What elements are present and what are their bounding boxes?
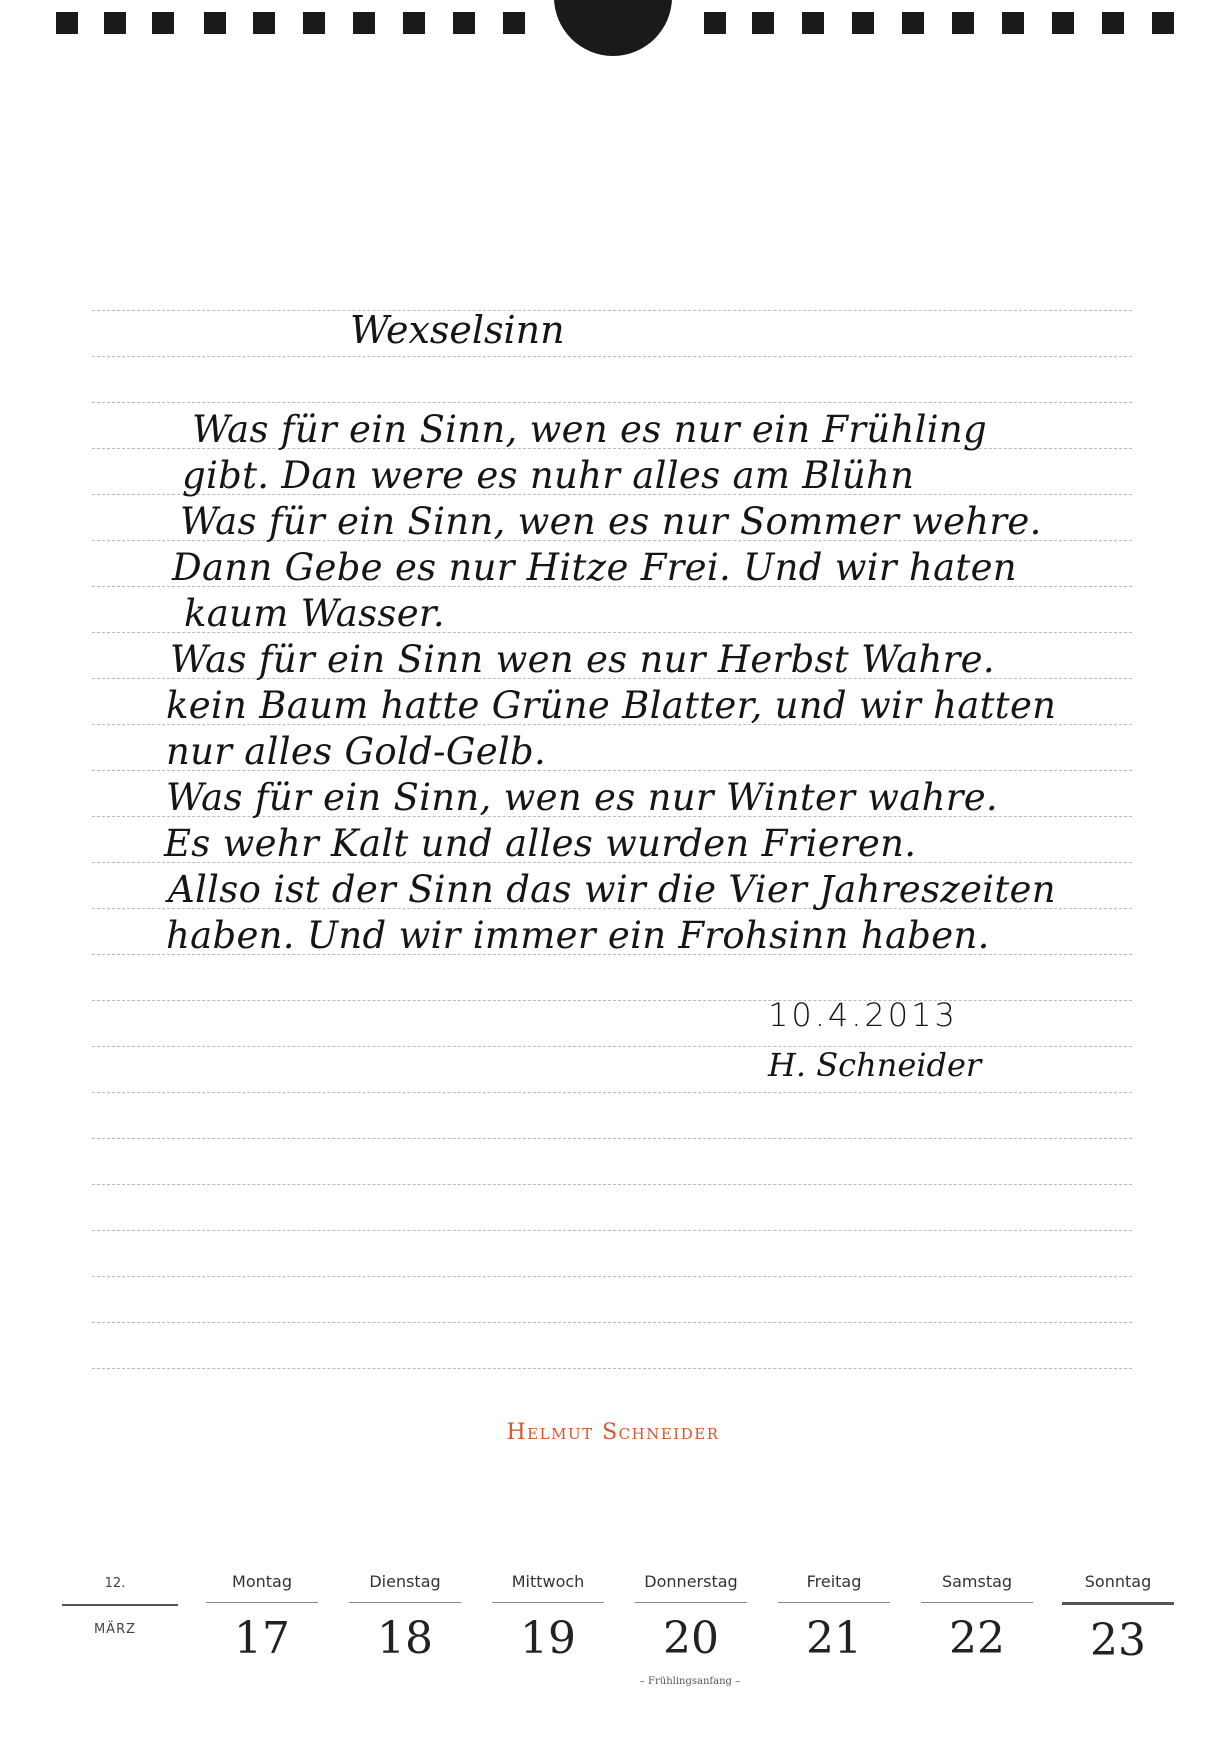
day-number: 17 [234, 1613, 290, 1664]
day-rule [206, 1602, 318, 1603]
day-number: 23 [1090, 1615, 1146, 1666]
day-thursday [635, 1572, 747, 1664]
poem-line: kein Baum hatte Grüne Blatter, und wir hatten [166, 684, 1057, 727]
day-rule [635, 1602, 747, 1603]
day-number: 21 [806, 1613, 862, 1664]
day-number: 20 [663, 1613, 719, 1664]
day-number: 22 [949, 1613, 1005, 1664]
poem-date: 10.4.2013 [768, 996, 958, 1034]
poem-line: Was für ein Sinn, wen es nur ein Frühling [192, 408, 988, 451]
week-number: 12. [104, 1576, 126, 1591]
poem-line: Was für ein Sinn wen es nur Herbst Wahre. [170, 638, 995, 681]
day-name: Mittwoch [511, 1572, 585, 1591]
signature: H. Schneider [768, 1046, 982, 1084]
day-friday [778, 1572, 890, 1664]
poem-line: nur alles Gold-Gelb. [166, 730, 547, 773]
day-name: Montag [232, 1572, 292, 1591]
day-name: Donnerstag [644, 1572, 738, 1591]
poem-line: Was für ein Sinn, wen es nur Winter wahre. [166, 776, 998, 819]
poem-line: Was für ein Sinn, wen es nur Sommer wehre. [180, 500, 1042, 543]
day-name: Sonntag [1084, 1572, 1152, 1591]
poem-line: Dann Gebe es nur Hitze Frei. Und wir haten [172, 546, 1017, 589]
poem-line: Es wehr Kalt und alles wurden Frieren. [164, 822, 917, 865]
poem-line: Allso ist der Sinn das wir die Vier Jahreszeiten [168, 868, 1056, 911]
day-rule [492, 1602, 604, 1603]
day-name: Samstag [941, 1572, 1013, 1591]
poem-line: haben. Und wir immer ein Frohsinn haben. [166, 914, 990, 957]
poem-line: kaum Wasser. [184, 592, 445, 635]
day-saturday [921, 1572, 1033, 1664]
day-tuesday [349, 1572, 461, 1664]
day-wednesday [492, 1572, 604, 1664]
day-name: Dienstag [369, 1572, 441, 1591]
poem-title: Wexselsinn [350, 308, 565, 352]
day-monday [206, 1572, 318, 1664]
day-sunday [1062, 1572, 1174, 1666]
day-number: 19 [520, 1613, 576, 1664]
day-rule [349, 1602, 461, 1603]
author-name: Helmut Schneider [506, 1420, 720, 1445]
holiday-label: – Frühlingsanfang – [639, 1676, 741, 1687]
poem-line: gibt. Dan were es nuhr alles am Blühn [182, 454, 915, 497]
day-number: 18 [377, 1613, 433, 1664]
month-label: MÄRZ [93, 1622, 137, 1637]
week-rule [62, 1604, 178, 1606]
day-rule [1062, 1602, 1174, 1605]
day-rule [778, 1602, 890, 1603]
day-rule [921, 1602, 1033, 1603]
day-name: Freitag [806, 1572, 862, 1591]
